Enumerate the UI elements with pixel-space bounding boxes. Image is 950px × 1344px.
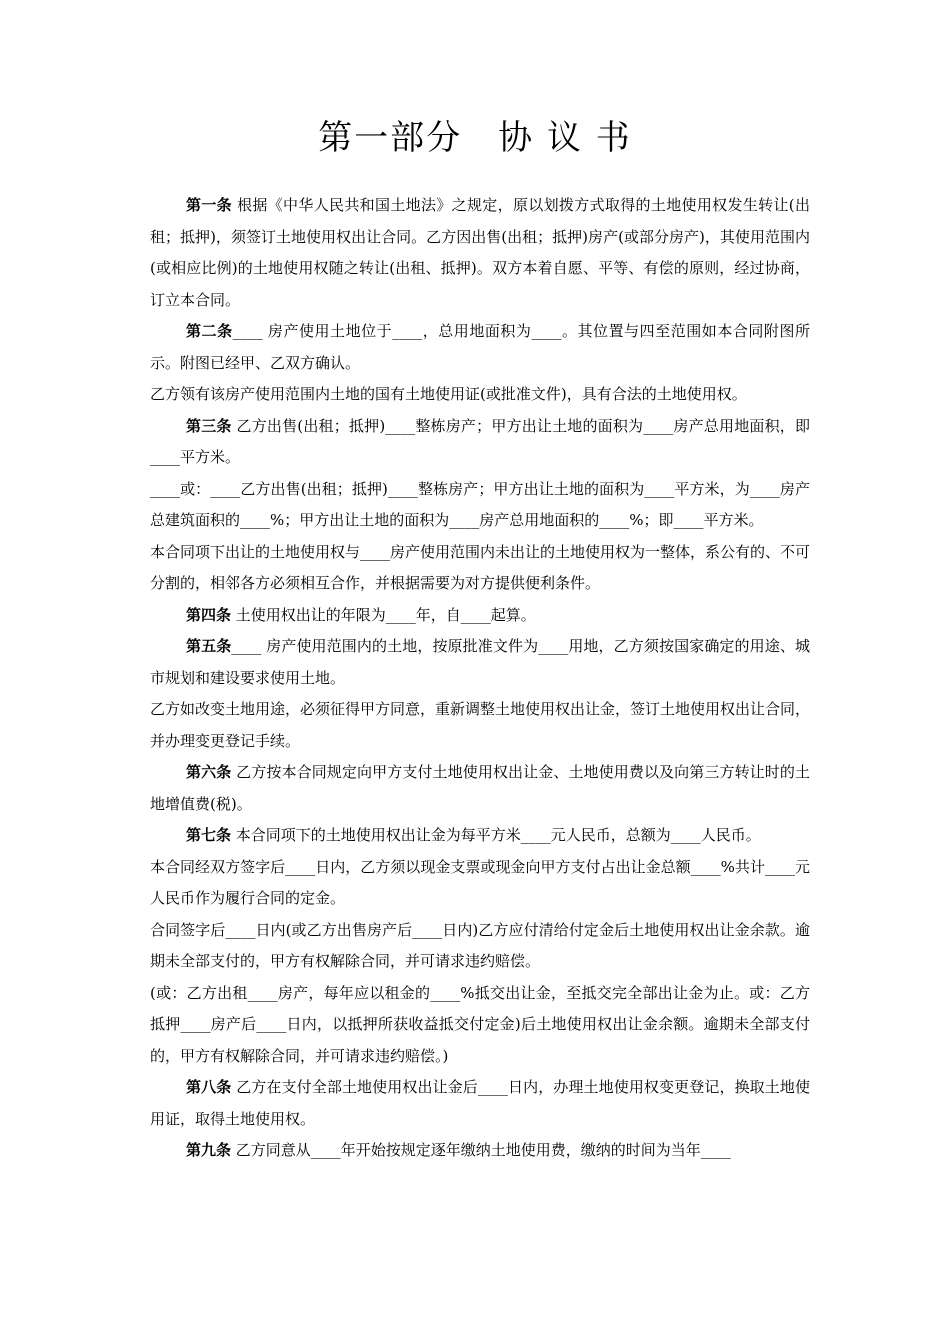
contract-paragraph bbox=[150, 852, 810, 915]
contract-paragraph bbox=[150, 411, 810, 474]
document-body bbox=[150, 190, 810, 1167]
paragraph-text: ____或：____乙方出售(出租；抵押)____整栋房产；甲方出让土地的面积为____平方米，为____房产总建筑面积的____%；甲方出让土地的面积为____房产总用地面积的____%；即____平方米。 bbox=[150, 479, 810, 529]
paragraph-text: 乙方领有该房产使用范围内土地的国有土地使用证(或批准文件)，具有合法的土地使用权。 bbox=[150, 385, 747, 403]
article-label: 第四条 bbox=[186, 605, 232, 624]
paragraph-text: 乙方同意从____年开始按规定逐年缴纳土地使用费，缴纳的时间为当年____ bbox=[231, 1141, 731, 1159]
paragraph-text: 乙方出售(出租；抵押)____整栋房产；甲方出让土地的面积为____房产总用地面积，即____平方米。 bbox=[150, 416, 810, 466]
contract-paragraph bbox=[150, 379, 810, 411]
contract-paragraph bbox=[150, 915, 810, 978]
paragraph-text: 土使用权出让的年限为____年，自____起算。 bbox=[231, 605, 536, 624]
article-label: 第九条 bbox=[186, 1141, 232, 1159]
paragraph-text: (或：乙方出租____房产，每年应以租金的____%抵交出让金，至抵交完全部出让金为止。或：乙方抵押____房产后____日内，以抵押所获收益抵交付定金)后土地使用权出让金余额。逾期未全部支付的，甲方有权解除合同，并可请求违约赔偿。) bbox=[150, 983, 810, 1065]
contract-paragraph bbox=[150, 537, 810, 600]
article-label: 第二条 bbox=[186, 322, 233, 340]
article-label: 第八条 bbox=[186, 1078, 232, 1096]
contract-paragraph bbox=[150, 190, 810, 316]
contract-paragraph bbox=[150, 474, 810, 537]
contract-paragraph bbox=[150, 757, 810, 820]
contract-paragraph bbox=[150, 631, 810, 694]
article-label: 第六条 bbox=[186, 763, 232, 781]
contract-paragraph bbox=[150, 820, 810, 852]
paragraph-text: 乙方按本合同规定向甲方支付土地使用权出让金、土地使用费以及向第三方转让时的土地增值费(税)。 bbox=[150, 763, 810, 813]
article-label: 第三条 bbox=[186, 416, 232, 435]
paragraph-text: 本合同项下的土地使用权出让金为每平方米____元人民币，总额为____人民币。 bbox=[231, 826, 761, 844]
paragraph-text: 合同签字后____日内(或乙方出售房产后____日内)乙方应付清给付定金后土地使用权出让金余款。逾期未全部支付的，甲方有权解除合同，并可请求违约赔偿。 bbox=[150, 920, 810, 970]
contract-paragraph bbox=[150, 1072, 810, 1135]
paragraph-text: ____ 房产使用范围内的土地，按原批准文件为____用地，乙方须按国家确定的用途、城市规划和建设要求使用土地。 bbox=[150, 637, 810, 687]
article-label: 第七条 bbox=[186, 826, 232, 844]
contract-paragraph bbox=[150, 1135, 810, 1167]
paragraph-text: 本合同经双方签字后____日内，乙方须以现金支票或现金向甲方支付占出让金总额____%共计____元人民币作为履行合同的定金。 bbox=[150, 857, 810, 907]
paragraph-text: 乙方如改变土地用途，必须征得甲方同意，重新调整土地使用权出让金，签订土地使用权出让合同，并办理变更登记手续。 bbox=[150, 700, 811, 750]
paragraph-text: 乙方在支付全部土地使用权出让金后____日内，办理土地使用权变更登记，换取土地使用证，取得土地使用权。 bbox=[150, 1078, 810, 1128]
contract-paragraph bbox=[150, 694, 810, 757]
article-label: 第五条 bbox=[186, 637, 232, 655]
contract-paragraph bbox=[150, 600, 810, 632]
contract-paragraph bbox=[150, 316, 810, 379]
paragraph-text: 本合同项下出让的土地使用权与____房产使用范围内未出让的土地使用权为一整体，系公有的、不可分割的，相邻各方必须相互合作，并根据需要为对方提供便利条件。 bbox=[150, 542, 811, 592]
contract-paragraph bbox=[150, 978, 810, 1073]
article-label: 第一条 bbox=[186, 196, 232, 214]
paragraph-text: ____ 房产使用土地位于____，总用地面积为____。其位置与四至范围如本合同附图所示。附图已经甲、乙双方确认。 bbox=[150, 322, 810, 372]
document-title: 第一部分 协 议 书 bbox=[318, 118, 632, 158]
paragraph-text: 根据《中华人民共和国土地法》之规定，原以划拨方式取得的土地使用权发生转让(出租；抵押)，须签订土地使用权出让合同。乙方因出售(出租；抵押)房产(或部分房产)，其使用范围内(或相应比例)的土地使用权随之转让(出租、抵押)。双方本着自愿、平等、有偿的原则，经过协商，订立本合同。 bbox=[150, 196, 810, 309]
